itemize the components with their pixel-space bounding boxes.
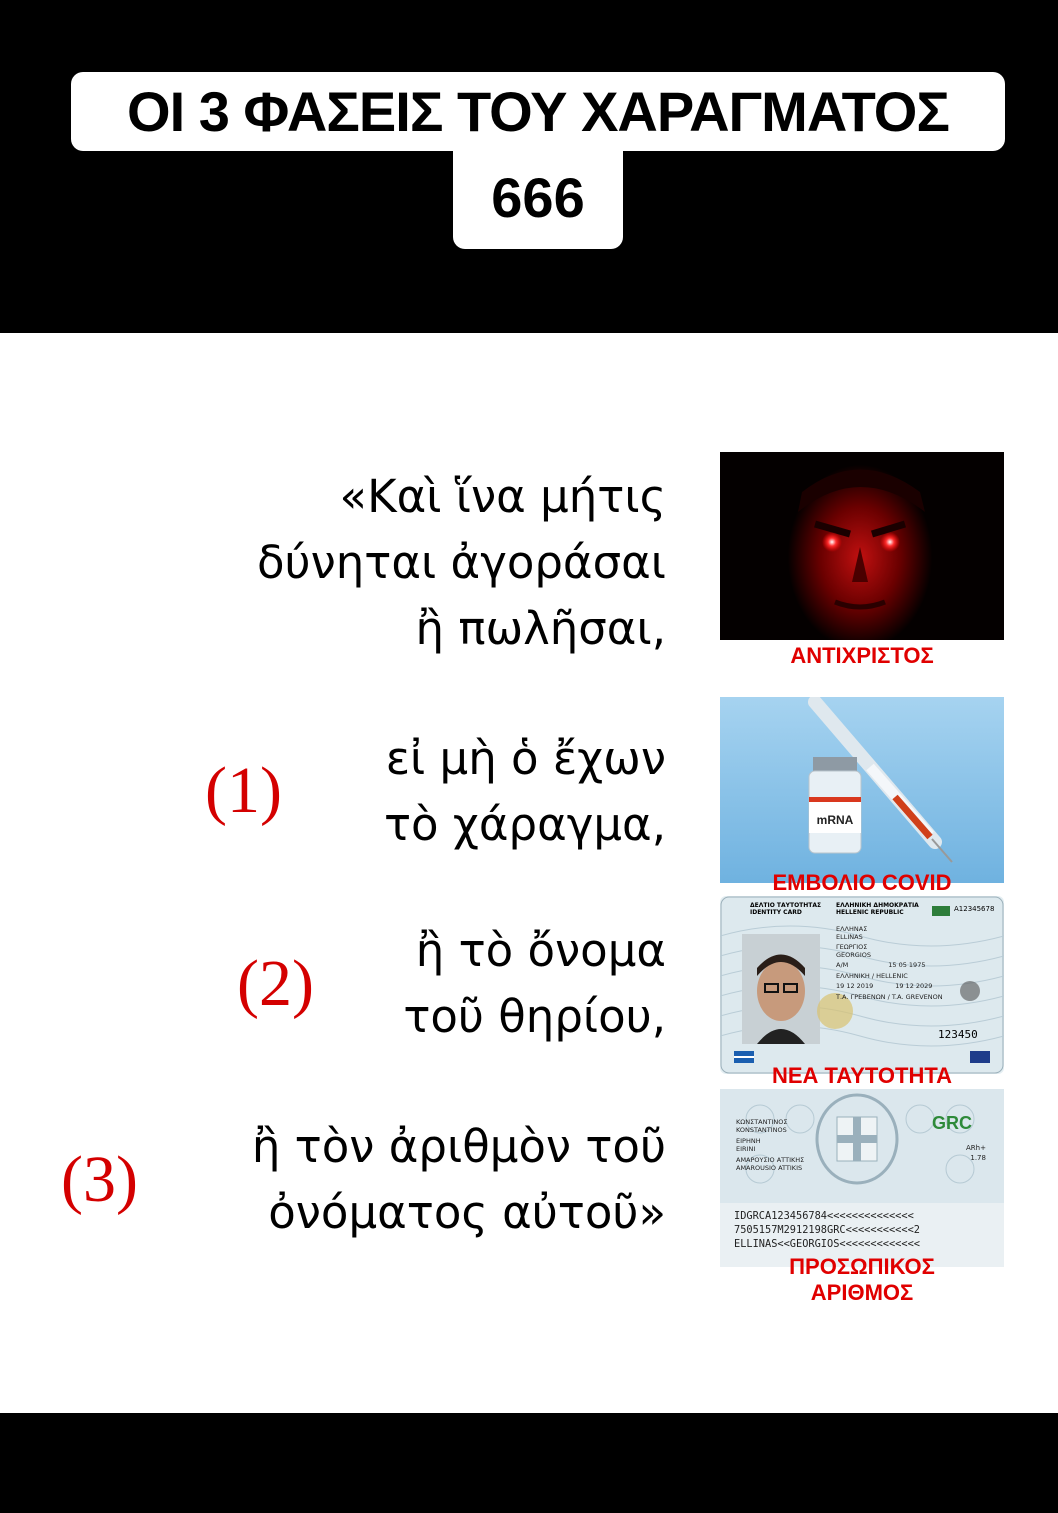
- card-back-field: AMAROUSIO ATTIKIS: [736, 1163, 803, 1172]
- antichrist-image: [720, 452, 1004, 640]
- vaccine-image: [720, 697, 1004, 883]
- card-fields: [836, 926, 943, 1001]
- caption-vaccine: ΕΜΒΟΛΙΟ COVID: [772, 870, 952, 895]
- card-header-right: ΕΛΛΗΝΙΚΗ ΔΗΜΟΚΡΑΤΙΑ HELLENIC REPUBLIC: [836, 902, 919, 916]
- verse-line: τὸ χάραγμα,: [383, 798, 666, 851]
- verse-line: ἢ τὸν ἀριθμὸν τοῦ: [251, 1120, 666, 1173]
- card-back-field: ΚΩΝΣΤΑΝΤΙΝΟΣ: [736, 1118, 788, 1126]
- card-surname-latin: ELLINAS: [836, 932, 863, 941]
- caption-line: ΠΡΟΣΩΠΙΚΟΣ: [789, 1254, 935, 1279]
- footer-bar: [0, 1413, 1058, 1513]
- card-height: 1.78: [970, 1154, 986, 1162]
- verse-phase-3: [252, 1114, 666, 1246]
- verse-line: εἰ μὴ ὁ ἔχων: [385, 732, 666, 785]
- title-line-2: 666: [453, 138, 623, 249]
- phase-1-number: (1): [205, 754, 282, 827]
- card-surname: ΕΛΛΗΝΑΣ: [836, 925, 868, 933]
- card-back-field: KONSTANTINOS: [736, 1125, 787, 1134]
- card-back-field: ΑΜΑΡΟΥΣΙΟ ΑΤΤΙΚΗΣ: [736, 1156, 805, 1164]
- card-name-latin: GEORGIOS: [836, 950, 871, 959]
- title-line-1: ΟΙ 3 ΦΑΣΕΙΣ ΤΟΥ ΧΑΡΑΓΜΑΤΟΣ: [71, 72, 1005, 151]
- verse-intro: [257, 464, 666, 662]
- mrz-line: IDGRCA123456784<<<<<<<<<<<<<<: [734, 1210, 914, 1222]
- verse-line: ὀνόματος αὐτοῦ»: [268, 1186, 666, 1239]
- card-dob: 15 05 1975: [888, 961, 926, 969]
- card-mrz: [734, 1209, 920, 1251]
- caption-personal-number: [720, 1254, 1004, 1306]
- verse-line: ἢ πωλῆσαι,: [415, 602, 666, 655]
- phase-2-number: (2): [237, 947, 314, 1020]
- card-issue: 19 12 2019: [836, 982, 874, 990]
- card-expiry: 19 12 2029: [895, 982, 933, 990]
- verse-line: ἢ τὸ ὄνομα: [415, 924, 666, 977]
- card-country-code: GRC: [932, 1113, 972, 1133]
- card-sex: Α/Μ: [836, 961, 849, 969]
- card-back-fields: [736, 1119, 804, 1172]
- phase-3-number: (3): [61, 1143, 138, 1216]
- card-header-left: ΔΕΛΤΙΟ ΤΑΥΤΟΤΗΤΑΣ IDENTITY CARD: [750, 902, 822, 916]
- mrz-line: 7505157M2912198GRC<<<<<<<<<<<2: [734, 1224, 920, 1236]
- caption-line: ΑΡΙΘΜΟΣ: [810, 1280, 914, 1305]
- card-doc-number: A12345678: [954, 905, 995, 913]
- verse-line: τοῦ θηρίου,: [403, 990, 666, 1043]
- card-back-extra: [966, 1143, 986, 1163]
- caption-new-id: ΝΕΑ ΤΑΥΤΟΤΗΤΑ: [771, 1063, 953, 1088]
- card-nationality: ΕΛΛΗΝΙΚΗ / HELLENIC: [836, 971, 908, 980]
- verse-phase-1: [384, 726, 666, 858]
- verse-phase-2: [403, 918, 666, 1050]
- id-card-back-image: [720, 1089, 1004, 1267]
- mrz-line: ELLINAS<<GEORGIOS<<<<<<<<<<<<<: [734, 1238, 920, 1250]
- card-back-field: EIRINI: [736, 1144, 756, 1153]
- card-number: 123450: [938, 1028, 978, 1041]
- id-card-front-image: [720, 896, 1004, 1074]
- card-back-field: ΕΙΡΗΝΗ: [736, 1137, 761, 1145]
- vial-label: mRNA: [816, 813, 854, 827]
- verse-line: «Καὶ ἵνα μήτις: [339, 470, 666, 523]
- caption-antichrist: ΑΝΤΙΧΡΙΣΤΟΣ: [790, 643, 934, 668]
- verse-line: δύνηται ἀγοράσαι: [257, 536, 666, 589]
- card-authority: Τ.Α. ΓΡΕΒΕΝΩΝ / T.A. GREVENON: [836, 992, 943, 1001]
- card-name: ΓΕΩΡΓΙΟΣ: [836, 943, 868, 951]
- card-blood: ARh+: [966, 1144, 986, 1152]
